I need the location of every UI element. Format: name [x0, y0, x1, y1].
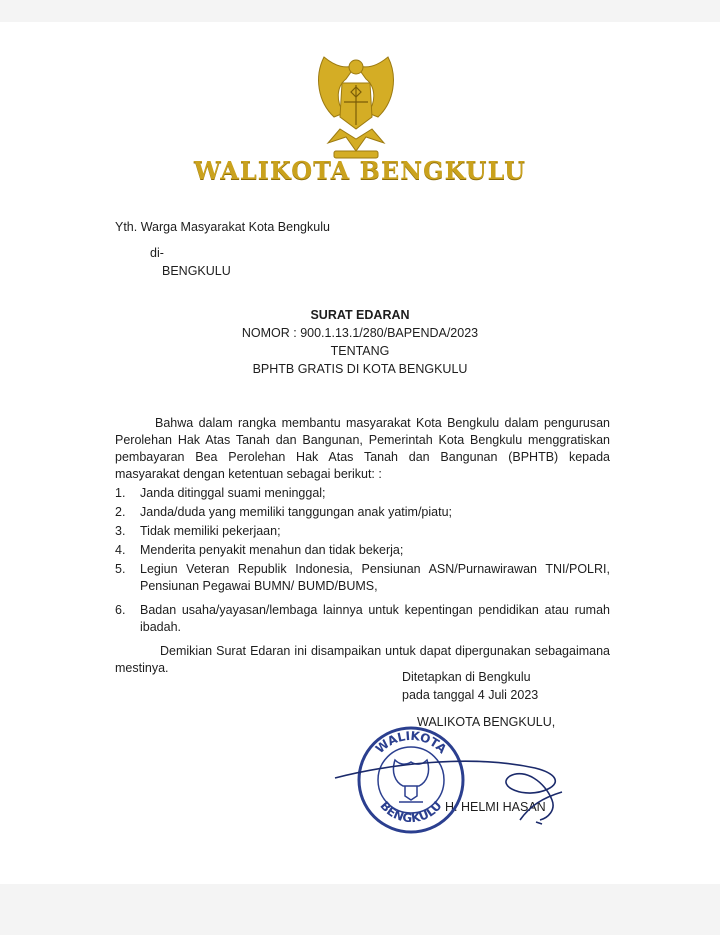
set-at-line: Ditetapkan di Bengkulu	[402, 670, 531, 684]
recipient-di: di-	[150, 246, 164, 260]
list-item: 2. Janda/duda yang memiliki tanggungan anak yatim/piatu;	[115, 505, 453, 519]
letter-number: NOMOR : 900.1.13.1/280/BAPENDA/2023	[241, 326, 479, 340]
list-item: 4. Menderita penyakit menahun dan tidak bekerja;	[115, 543, 404, 557]
letter-about: TENTANG	[330, 344, 390, 358]
intro-paragraph: Bahwa dalam rangka membantu masyarakat Kota Bengkulu dalam pengurusan Perolehan Hak Atas Tanah dan Bangunan, Pemerintah Kota Bengkulu menggratiskan pembayaran Bea Perolehan Hak Atas Tanah dan Bangunan (BPHTB) kepada masyarakat dengan ketentuan sebagai berikut: :	[115, 416, 610, 481]
svg-text:WALIKOTA: WALIKOTA	[372, 728, 450, 757]
list-item: 5. Legiun Veteran Republik Indonesia, Pensiunan ASN/Purnawirawan TNI/POLRI, Pensiunan Pegawai BUMN/ BUMD/BUMS,	[115, 562, 610, 593]
list-item: 1. Janda ditinggal suami meninggal;	[115, 486, 326, 500]
recipient-line: Yth. Warga Masyarakat Kota Bengkulu	[115, 220, 330, 234]
date-line: pada tanggal 4 Juli 2023	[402, 688, 539, 702]
list-item: 6. Badan usaha/yayasan/lembaga lainnya untuk kepentingan pendidikan atau rumah ibadah.	[115, 603, 610, 634]
garuda-emblem-icon	[306, 47, 406, 167]
svg-text:BENGKULU: BENGKULU	[377, 798, 445, 826]
criteria-list	[115, 485, 610, 638]
signatory-office: WALIKOTA BENGKULU,	[417, 715, 556, 729]
letter-subject: BPHTB GRATIS DI KOTA BENGKULU	[252, 362, 468, 376]
letter-heading: SURAT EDARAN	[310, 308, 410, 322]
list-item: 3. Tidak memiliki pekerjaan;	[115, 524, 281, 538]
closing-paragraph: Demikian Surat Edaran ini disampaikan untuk dapat dipergunakan sebagaimana mestinya.	[115, 644, 610, 675]
header-title: WALIKOTA BENGKULU	[193, 156, 527, 185]
handwritten-signature	[330, 742, 570, 832]
letter-page	[0, 22, 720, 884]
recipient-place: BENGKULU	[162, 264, 231, 278]
signatory-name: H. HELMI HASAN	[445, 800, 546, 814]
